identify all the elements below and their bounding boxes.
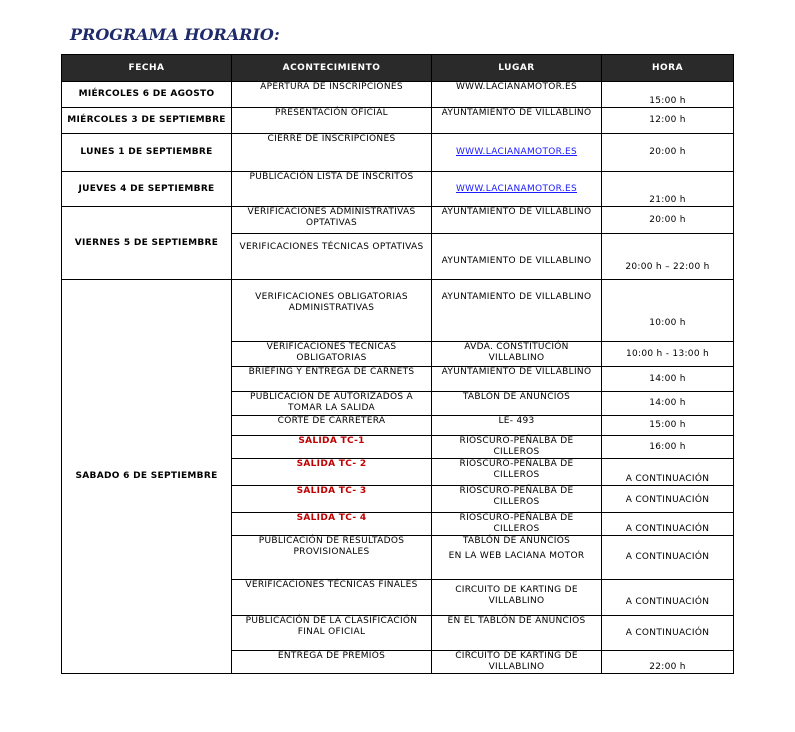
place-cell: AVDA. CONSTITUCIÓN VILLABLINO [432, 342, 602, 367]
table-row [62, 82, 734, 108]
event-cell: PRESENTACIÓN OFICIAL [232, 108, 432, 134]
place-cell: RIOSCURO-PEÑALBA DE CILLEROS [432, 436, 602, 459]
event-cell [232, 436, 432, 459]
web-link[interactable]: WWW.LACIANAMOTOR.ES [455, 147, 578, 157]
time-cell: 21:00 h [602, 172, 734, 207]
time-cell: A CONTINUACIÓN [602, 513, 734, 536]
place-cell [432, 172, 602, 207]
time-cell: 14:00 h [602, 367, 734, 392]
page-title: PROGRAMA HORARIO: [70, 25, 280, 44]
table-row [62, 172, 734, 207]
time-cell: A CONTINUACIÓN [602, 616, 734, 651]
place-cell: AYUNTAMIENTO DE VILLABLINO [432, 207, 602, 234]
time-cell: 20:00 h – 22:00 h [602, 234, 734, 280]
header-fecha: FECHA [62, 55, 232, 82]
header-acontecimiento: ACONTECIMIENTO [232, 55, 432, 82]
table-row [62, 207, 734, 234]
time-cell: 16:00 h [602, 436, 734, 459]
event-cell: VERIFICACIONES TECNICAS OBLIGATORIAS [232, 342, 432, 367]
header-hora: HORA [602, 55, 734, 82]
event-cell: PUBLICACIÓN DE RESULTADOS PROVISIONALES [232, 536, 432, 580]
time-cell: A CONTINUACIÓN [602, 580, 734, 616]
event-cell: APERTURA DE INSCRIPCIONES [232, 82, 432, 108]
time-cell: 12:00 h [602, 108, 734, 134]
time-cell: A CONTINUACIÓN [602, 486, 734, 513]
event-cell: VERIFICACIONES OBLIGATORIAS ADMINISTRATIVAS [232, 280, 432, 342]
time-cell: 14:00 h [602, 392, 734, 416]
date-cell: LUNES 1 DE SEPTIEMBRE [62, 134, 232, 172]
event-cell: ENTREGA DE PREMIOS [232, 651, 432, 674]
event-cell [232, 486, 432, 513]
place-cell: LE- 493 [432, 416, 602, 436]
time-cell: A CONTINUACIÓN [602, 459, 734, 486]
event-cell: PUBLICACIÓN DE LA CLASIFICACIÓN FINAL OFICIAL [232, 616, 432, 651]
event-cell: CORTE DE CARRETERA [232, 416, 432, 436]
place-cell: CIRCUITO DE KARTING DE VILLABLINO [432, 651, 602, 674]
place-cell: RIOSCURO-PEÑALBA DE CILLEROS [432, 459, 602, 486]
date-cell: MIÉRCOLES 6 DE AGOSTO [62, 82, 232, 108]
stage-label: SALIDA TC-1 [298, 436, 365, 446]
place-cell: AYUNTAMIENTO DE VILLABLINO [432, 108, 602, 134]
place-line: TABLÓN DE ANUNCIOS [462, 536, 571, 546]
stage-label: SALIDA TC- 2 [296, 459, 367, 469]
place-cell: AYUNTAMIENTO DE VILLABLINO [432, 280, 602, 342]
event-cell: CIERRE DE INSCRIPCIONES [232, 134, 432, 172]
time-cell: A CONTINUACIÓN [602, 536, 734, 580]
event-cell: VERIFICACIONES TÉCNICAS FINALES [232, 580, 432, 616]
web-link[interactable]: WWW.LACIANAMOTOR.ES [455, 183, 578, 194]
table-row [62, 108, 734, 134]
place-cell: CIRCUITO DE KARTING DE VILLABLINO [432, 580, 602, 616]
time-cell: 22:00 h [602, 651, 734, 674]
time-cell: 15:00 h [602, 416, 734, 436]
event-cell [232, 459, 432, 486]
event-cell: PUBLICACION DE AUTORIZADOS A TOMAR LA SALIDA [232, 392, 432, 416]
time-cell: 20:00 h [602, 207, 734, 234]
place-cell [432, 134, 602, 172]
place-cell: TABLON DE ANUNCIOS [432, 392, 602, 416]
place-cell: EN EL TABLÓN DE ANUNCIOS [432, 616, 602, 651]
event-cell [232, 513, 432, 536]
place-cell: RIOSCURO-PEÑALBA DE CILLEROS [432, 513, 602, 536]
table-row [62, 280, 734, 342]
place-cell: WWW.LACIANAMOTOR.ES [432, 82, 602, 108]
event-cell: PUBLICACIÓN LISTA DE INSCRITOS [232, 172, 432, 207]
place-cell: RIOSCURO-PEÑALBA DE CILLEROS [432, 486, 602, 513]
place-cell [432, 536, 602, 580]
schedule-table [61, 54, 734, 674]
table-row [62, 134, 734, 172]
place-cell: AYUNTAMIENTO DE VILLABLINO [432, 234, 602, 280]
time-cell: 10:00 h - 13:00 h [602, 342, 734, 367]
date-cell: SABADO 6 DE SEPTIEMBRE [62, 280, 232, 674]
stage-label: SALIDA TC- 3 [296, 486, 367, 496]
place-line: EN LA WEB LACIANA MOTOR [448, 551, 585, 561]
header-lugar: LUGAR [432, 55, 602, 82]
date-cell: JUEVES 4 DE SEPTIEMBRE [62, 172, 232, 207]
event-cell: VERIFICACIONES TÉCNICAS OPTATIVAS [232, 234, 432, 280]
event-cell: VERIFICACIONES ADMINISTRATIVAS OPTATIVAS [232, 207, 432, 234]
time-cell: 20:00 h [602, 134, 734, 172]
time-cell: 10:00 h [602, 280, 734, 342]
table-header-row [62, 55, 734, 82]
date-cell: VIERNES 5 DE SEPTIEMBRE [62, 207, 232, 280]
event-cell: BRIEFING Y ENTREGA DE CARNETS [232, 367, 432, 392]
time-cell: 15:00 h [602, 82, 734, 108]
stage-label: SALIDA TC- 4 [296, 513, 367, 523]
place-cell: AYUNTAMIENTO DE VILLABLINO [432, 367, 602, 392]
date-cell: MIÉRCOLES 3 DE SEPTIEMBRE [62, 108, 232, 134]
